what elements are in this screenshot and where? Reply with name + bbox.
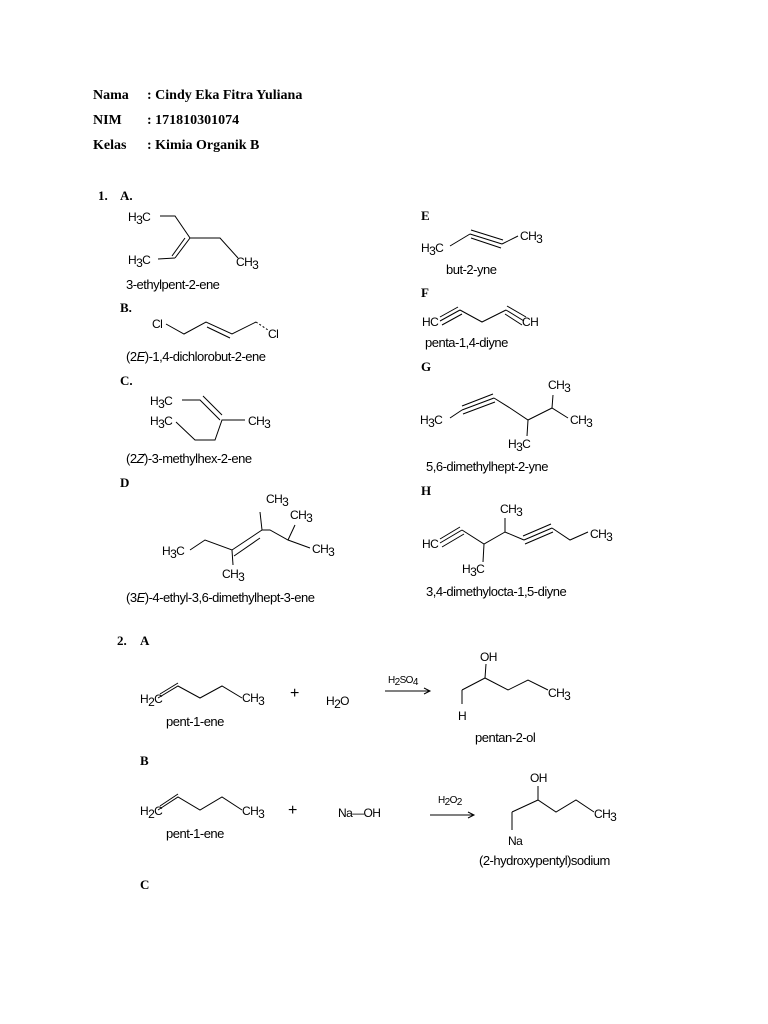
q2a-letter: A xyxy=(140,633,150,648)
q1a-letter: A. xyxy=(120,188,133,203)
atom-ch: CH xyxy=(522,315,539,329)
plus-sign: + xyxy=(290,685,299,702)
atom-h3c: H3C xyxy=(128,210,151,227)
reaction-a xyxy=(140,650,571,723)
q2b-letter: B xyxy=(140,753,149,768)
reagent-naoh: Na—OH xyxy=(338,806,381,820)
atom-ch3: CH3 xyxy=(290,508,313,525)
kelas-value: : Kimia Organik B xyxy=(147,138,260,153)
atom-cl: Cl xyxy=(152,317,163,331)
structure-b xyxy=(152,317,278,341)
q1-number: 1. xyxy=(98,188,108,203)
atom-oh: OH xyxy=(480,650,497,664)
atom-h3c: H3C xyxy=(462,562,485,579)
reaction-b xyxy=(140,771,617,848)
atom-ch3: CH3 xyxy=(590,527,613,544)
atom-ch3: CH3 xyxy=(500,502,523,519)
name-d: (3E)-4-ethyl-3,6-dimethylhept-3-ene xyxy=(126,590,315,605)
atom-ch3: CH3 xyxy=(242,804,265,821)
q1c-letter: C. xyxy=(120,373,133,388)
q1f-letter: F xyxy=(421,285,429,300)
atom-ch3: CH3 xyxy=(266,492,289,509)
structure-h xyxy=(422,502,613,579)
name-b: (2E)-1,4-dichlorobut-2-ene xyxy=(126,349,266,364)
atom-ch3: CH3 xyxy=(242,691,265,708)
atom-h3c: H3C xyxy=(128,253,151,270)
q2a-product-name: pentan-2-ol xyxy=(475,730,536,745)
atom-ch3: CH3 xyxy=(520,229,543,246)
nim-label: NIM xyxy=(93,113,122,128)
kelas-label: Kelas xyxy=(93,138,127,153)
nama-label: Nama xyxy=(93,88,129,103)
atom-cl: Cl xyxy=(268,327,279,341)
name-e: but-2-yne xyxy=(446,262,497,277)
nim-value: : 171810301074 xyxy=(147,113,240,128)
q2-number: 2. xyxy=(117,633,127,648)
nama-value: : Cindy Eka Fitra Yuliana xyxy=(147,88,303,103)
name-f: penta-1,4-diyne xyxy=(425,335,508,350)
name-a: 3-ethylpent-2-ene xyxy=(126,277,220,292)
structure-e xyxy=(421,229,543,258)
atom-ch3: CH3 xyxy=(548,686,571,703)
structure-d xyxy=(162,492,335,584)
reagent-h2o: H2O xyxy=(326,694,349,711)
name-c: (2Z)-3-methylhex-2-ene xyxy=(126,451,252,466)
atom-h3c: H3C xyxy=(150,414,173,431)
structure-a xyxy=(128,210,259,272)
atom-h3c: H3C xyxy=(508,437,531,454)
name-h: 3,4-dimethylocta-1,5-diyne xyxy=(426,584,567,599)
atom-hc: HC xyxy=(422,315,439,329)
atom-na: Na xyxy=(508,834,523,848)
atom-ch3: CH3 xyxy=(548,378,571,395)
q1h-letter: H xyxy=(421,483,432,498)
atom-hc: HC xyxy=(422,537,439,551)
atom-ch3: CH3 xyxy=(222,567,245,584)
atom-h3c: H3C xyxy=(420,413,443,430)
structure-g xyxy=(420,378,593,454)
atom-h2c: H2C xyxy=(140,692,163,709)
atom-oh: OH xyxy=(530,771,547,785)
structure-c xyxy=(150,394,271,440)
q1b-letter: B. xyxy=(120,300,132,315)
q2b-reactant-name: pent-1-ene xyxy=(166,826,224,841)
catalyst-h2o2: H2O2 xyxy=(438,795,462,808)
q2b-product-name: (2-hydroxypentyl)sodium xyxy=(479,853,610,868)
atom-ch3: CH3 xyxy=(570,413,593,430)
atom-h3c: H3C xyxy=(421,241,444,258)
name-g: 5,6-dimethylhept-2-yne xyxy=(426,459,548,474)
structure-f xyxy=(422,306,538,329)
atom-h3c: H3C xyxy=(150,394,173,411)
atom-ch3: CH3 xyxy=(236,255,259,272)
atom-ch3: CH3 xyxy=(312,542,335,559)
atom-h: H xyxy=(458,709,467,723)
atom-ch3: CH3 xyxy=(594,807,617,824)
catalyst-h2so4: H2SO4 xyxy=(388,675,418,688)
q1e-letter: E xyxy=(421,208,430,223)
q2a-reactant-name: pent-1-ene xyxy=(166,714,224,729)
q2c-letter: C xyxy=(140,877,150,892)
q1d-letter: D xyxy=(120,475,130,490)
plus-sign: + xyxy=(288,802,297,819)
atom-h3c: H3C xyxy=(162,544,185,561)
atom-ch3: CH3 xyxy=(248,414,271,431)
atom-h2c: H2C xyxy=(140,804,163,821)
q1g-letter: G xyxy=(421,359,432,374)
